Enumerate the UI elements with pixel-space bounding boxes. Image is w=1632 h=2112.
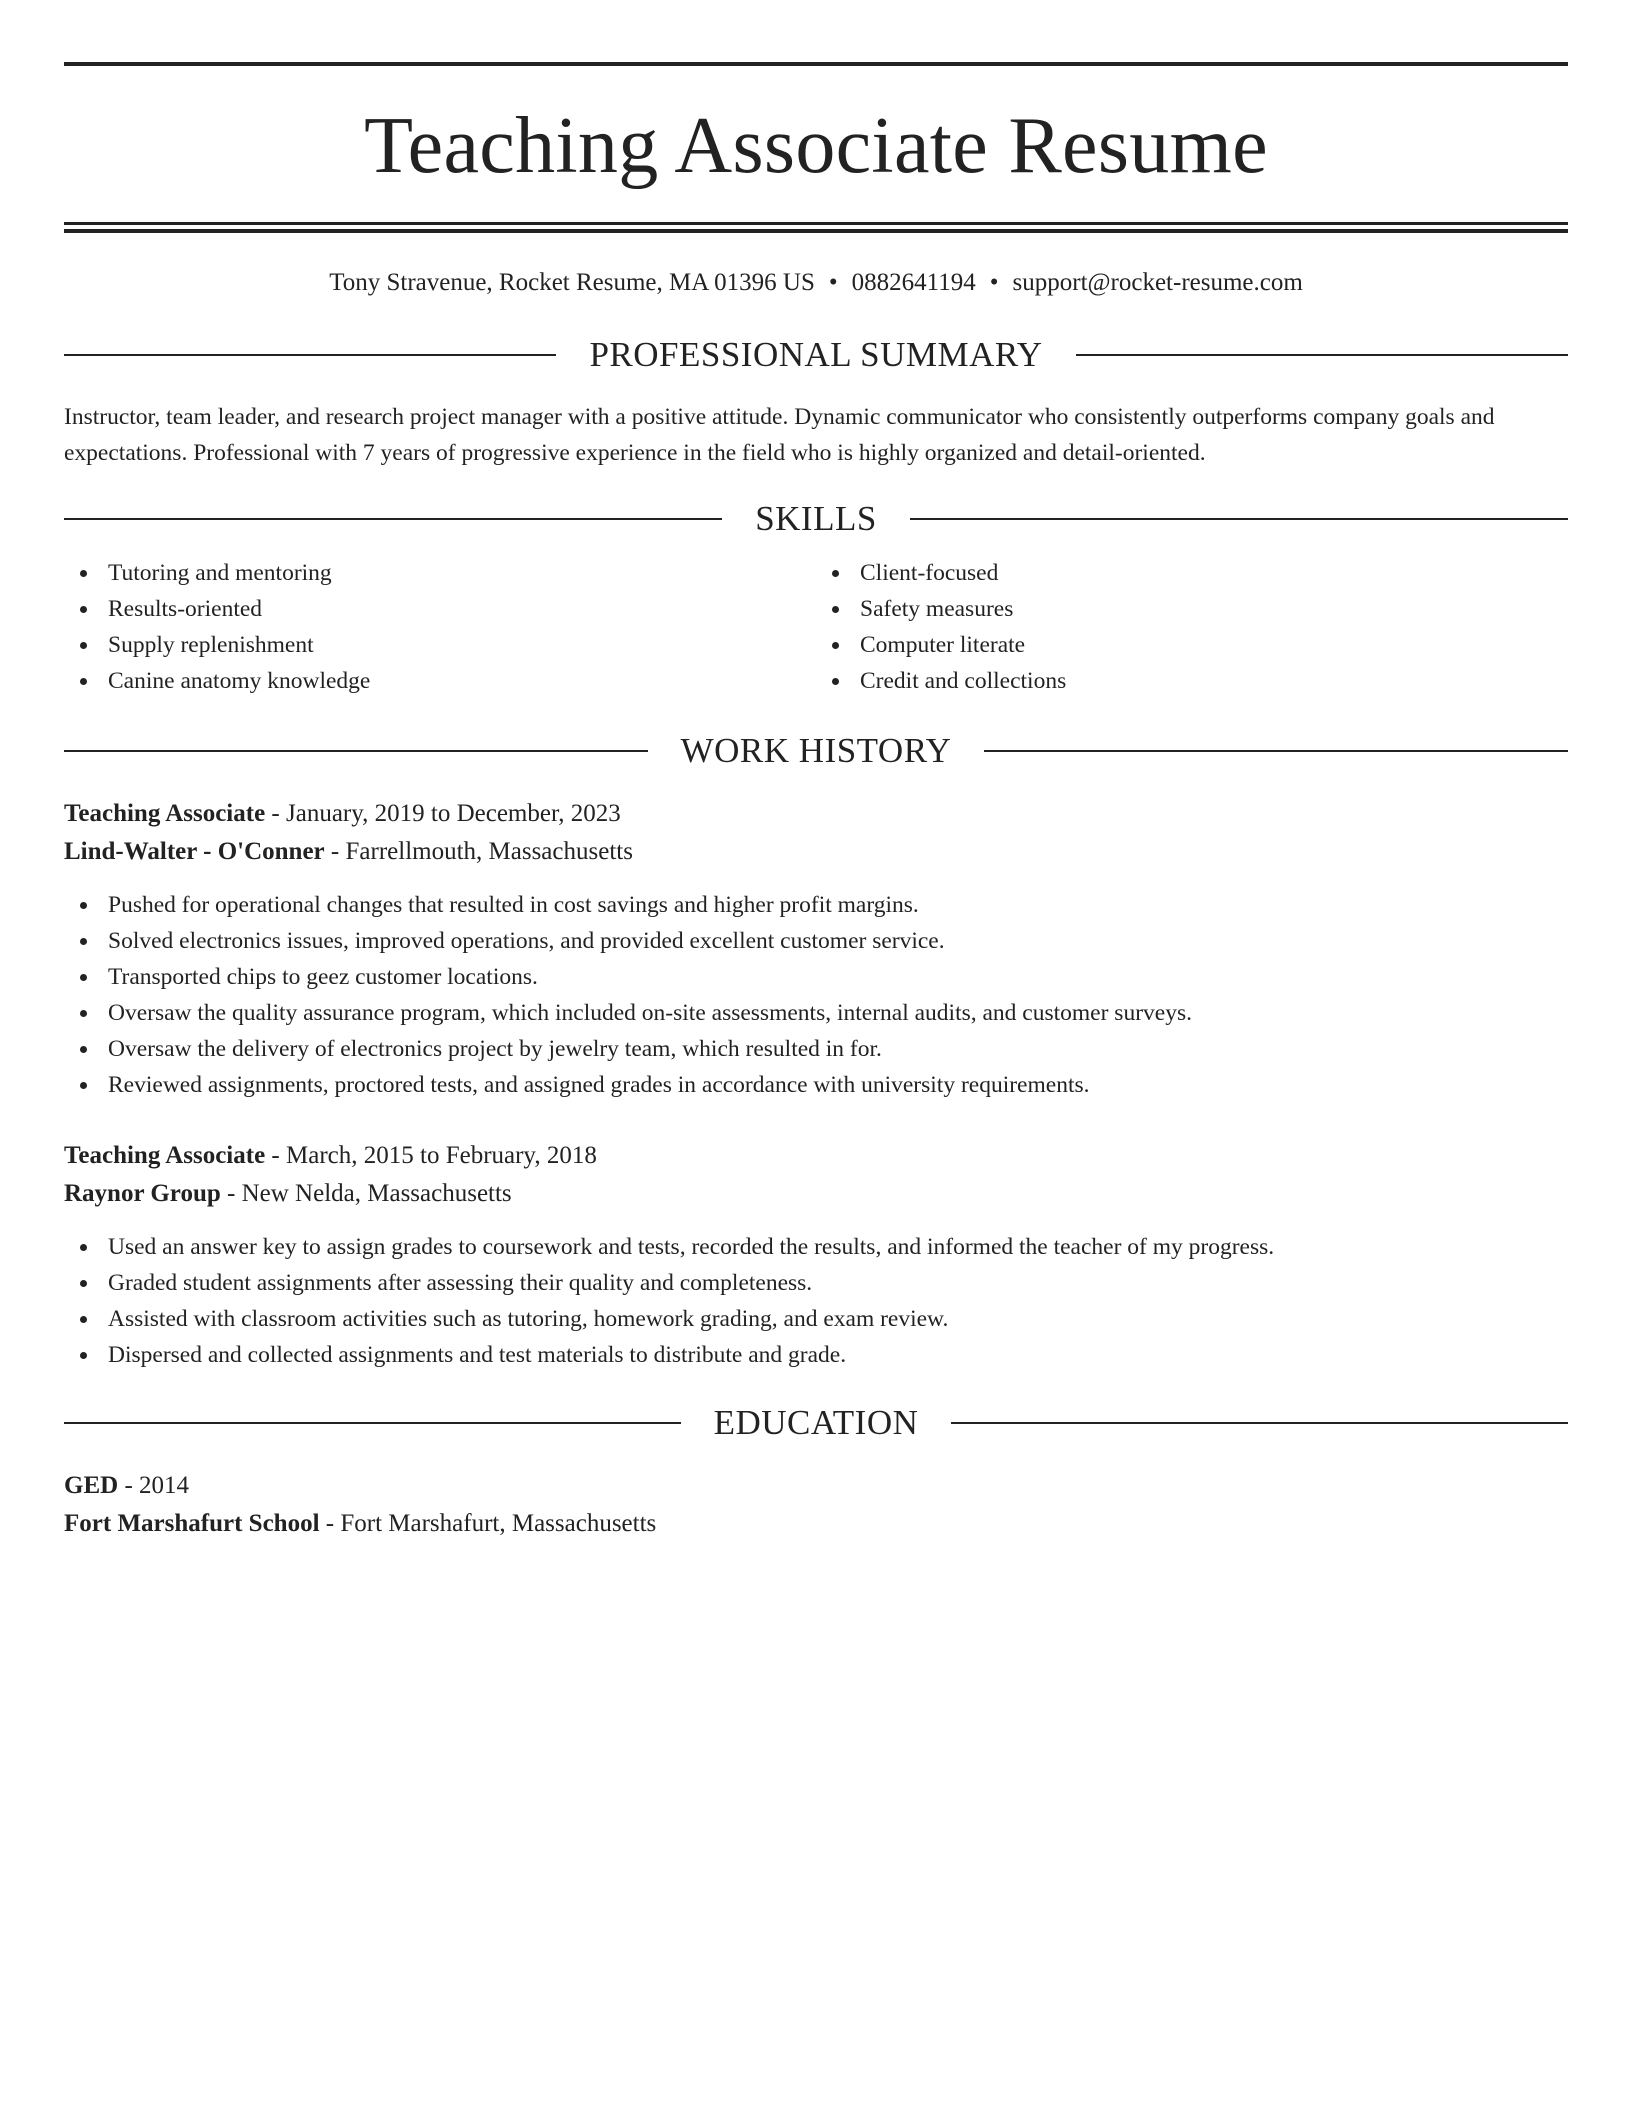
job-duty-text: Reviewed assignments, proctored tests, and assigned grades in accordance with university requirements. — [108, 1072, 1090, 1098]
job-company-line — [64, 833, 1568, 871]
skill-text: Tutoring and mentoring — [108, 560, 332, 586]
bullet-dot — [832, 678, 839, 685]
skills-column-right — [816, 555, 1568, 699]
contact-separator: • — [989, 269, 999, 296]
bullet-dot — [80, 570, 87, 577]
summary-section-heading — [64, 333, 1568, 377]
job-duty — [64, 1337, 1568, 1373]
job-duty — [64, 1265, 1568, 1301]
job-duty — [64, 1229, 1568, 1265]
bullet-dot — [80, 1082, 87, 1089]
job-duties-list — [64, 887, 1568, 1103]
job-company-line — [64, 1175, 1568, 1213]
skill-text: Client-focused — [860, 560, 999, 586]
job-duty-text: Transported chips to geez customer locations. — [108, 964, 538, 990]
contact-phone: 0882641194 — [851, 269, 976, 296]
job-duty — [64, 959, 1568, 995]
bullet-dot — [80, 974, 87, 981]
bullet-dot — [80, 1352, 87, 1359]
bullet-dot — [80, 1244, 87, 1251]
bullet-dot — [80, 902, 87, 909]
education-entry — [64, 1467, 1568, 1543]
heading-rule-left — [64, 354, 556, 356]
education-location: - Fort Marshafurt, Massachusetts — [319, 1510, 657, 1537]
skill-text: Credit and collections — [860, 668, 1067, 694]
education-year: - 2014 — [118, 1472, 190, 1499]
skill-text: Canine anatomy knowledge — [108, 668, 371, 694]
education-degree-line — [64, 1467, 1568, 1505]
job-duty — [64, 1067, 1568, 1103]
skill-text: Computer literate — [860, 632, 1026, 658]
job-company: Raynor Group — [64, 1180, 221, 1207]
education-section-heading — [64, 1401, 1568, 1445]
job-location: - Farrellmouth, Massachusetts — [324, 838, 633, 865]
heading-rule-left — [64, 750, 648, 752]
skill-item — [64, 663, 816, 699]
job-duty-text: Oversaw the delivery of electronics project by jewelry team, which resulted in for. — [108, 1036, 882, 1062]
bullet-dot — [80, 1046, 87, 1053]
skill-item — [64, 591, 816, 627]
skill-text: Results-oriented — [108, 596, 263, 622]
bullet-dot — [80, 678, 87, 685]
heading-rule-left — [64, 518, 722, 520]
job-duty-text: Assisted with classroom activities such as tutoring, homework grading, and exam review. — [108, 1306, 949, 1332]
job-title: Teaching Associate — [64, 800, 266, 827]
skill-item — [816, 663, 1568, 699]
job-duty-text: Pushed for operational changes that resulted in cost savings and higher profit margins. — [108, 892, 919, 918]
education-heading-label: EDUCATION — [713, 1403, 919, 1442]
bullet-dot — [80, 642, 87, 649]
bullet-dot — [80, 1316, 87, 1323]
job-duty — [64, 1031, 1568, 1067]
job-entry — [64, 795, 1568, 1103]
skill-item — [64, 555, 816, 591]
job-duty-text: Used an answer key to assign grades to coursework and tests, recorded the results, and informed the teacher of my progress. — [108, 1234, 1275, 1260]
title-double-rule — [64, 222, 1568, 233]
summary-text: Instructor, team leader, and research project manager with a positive attitude. Dynamic communicator who consistently outperforms company goals and expectations. Professional with 7 years of progressive experience in the field who is highly organized and detail-oriented. — [64, 404, 1495, 466]
bullet-dot — [832, 570, 839, 577]
job-duty — [64, 887, 1568, 923]
bullet-dot — [80, 1280, 87, 1287]
job-duty-text: Oversaw the quality assurance program, which included on-site assessments, internal audits, and customer surveys. — [108, 1000, 1192, 1026]
job-duties-list — [64, 1229, 1568, 1373]
job-title-line — [64, 795, 1568, 833]
heading-rule-right — [984, 750, 1568, 752]
resume-title: Teaching Associate Resume — [364, 102, 1268, 190]
skill-item — [816, 555, 1568, 591]
job-duty — [64, 995, 1568, 1031]
contact-address: Tony Stravenue, Rocket Resume, MA 01396 US — [329, 269, 815, 296]
job-entry — [64, 1137, 1568, 1373]
top-rule — [64, 62, 1568, 66]
skill-item — [64, 627, 816, 663]
education-school-line — [64, 1505, 1568, 1543]
skills-section-heading — [64, 497, 1568, 541]
job-dates: - March, 2015 to February, 2018 — [265, 1142, 597, 1169]
job-title: Teaching Associate — [64, 1142, 266, 1169]
contact-line — [64, 267, 1568, 299]
job-duty-text: Graded student assignments after assessing their quality and completeness. — [108, 1270, 813, 1296]
heading-rule-left — [64, 1422, 681, 1424]
job-location: - New Nelda, Massachusetts — [220, 1180, 512, 1207]
skills-heading-label: SKILLS — [755, 499, 877, 538]
job-duty-text: Dispersed and collected assignments and test materials to distribute and grade. — [108, 1342, 847, 1368]
job-company: Lind-Walter - O'Conner — [64, 838, 325, 865]
heading-rule-right — [910, 518, 1568, 520]
skill-text: Supply replenishment — [108, 632, 314, 658]
bullet-dot — [80, 938, 87, 945]
job-duty — [64, 923, 1568, 959]
job-dates: - January, 2019 to December, 2023 — [265, 800, 621, 827]
job-duty — [64, 1301, 1568, 1337]
work-heading-label: WORK HISTORY — [680, 731, 952, 770]
job-duty-text: Solved electronics issues, improved operations, and provided excellent customer service. — [108, 928, 945, 954]
education-school: Fort Marshafurt School — [64, 1510, 320, 1537]
job-title-line — [64, 1137, 1568, 1175]
summary-heading-label: PROFESSIONAL SUMMARY — [589, 335, 1043, 374]
skills-grid — [64, 555, 1568, 699]
contact-email: support@rocket-resume.com — [1012, 269, 1303, 296]
skill-item — [816, 627, 1568, 663]
skills-column-left — [64, 555, 816, 699]
bullet-dot — [832, 606, 839, 613]
skill-text: Safety measures — [860, 596, 1014, 622]
contact-separator: • — [828, 269, 838, 296]
work-section-heading — [64, 729, 1568, 773]
skill-item — [816, 591, 1568, 627]
bullet-dot — [832, 642, 839, 649]
heading-rule-right — [951, 1422, 1568, 1424]
bullet-dot — [80, 1010, 87, 1017]
bullet-dot — [80, 606, 87, 613]
education-degree: GED — [64, 1472, 119, 1499]
heading-rule-right — [1076, 354, 1568, 356]
